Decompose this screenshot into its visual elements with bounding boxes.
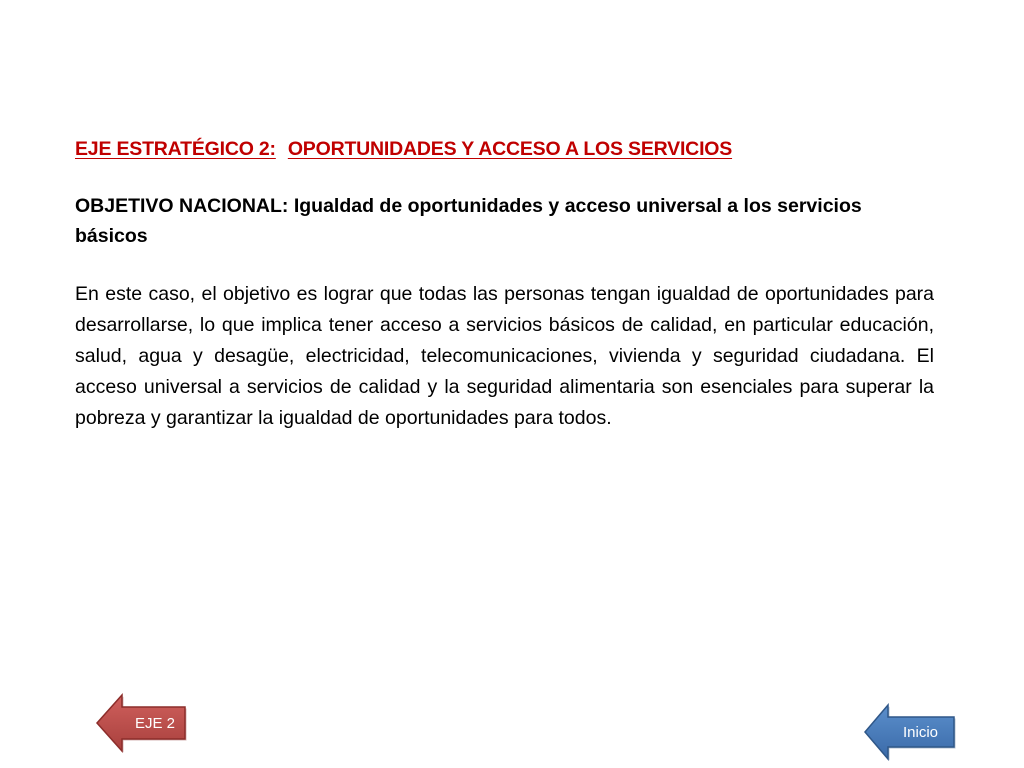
title-part1: EJE ESTRATÉGICO 2: [75, 138, 276, 160]
slide-content [75, 138, 934, 434]
national-objective: OBJETIVO NACIONAL: Igualdad de oportunidades y acceso universal a los servicios básicos [75, 195, 862, 247]
inicio-label: Inicio [902, 723, 939, 741]
eje-2-back-button[interactable] [95, 693, 190, 753]
body-paragraph: En este caso, el objetivo es lograr que todas las personas tengan igualdad de oportunidades para desarrollarse, lo que implica tener acceso a servicios básicos de calidad, en particular educación, salud, agua y desagüe, electricidad, telecomunicaciones, vivienda y seguridad ciudadana. El acceso universal a servicios de calidad y la seguridad alimentaria son esenciales para superar la pobreza y garantizar la igualdad de oportunidades para todos. [75, 283, 934, 429]
title-part2: OPORTUNIDADES Y ACCESO A LOS SERVICIOS [287, 138, 733, 160]
inicio-home-button[interactable] [863, 703, 958, 761]
slide-title [75, 138, 934, 161]
eje-2-label: EJE 2 [134, 714, 176, 732]
